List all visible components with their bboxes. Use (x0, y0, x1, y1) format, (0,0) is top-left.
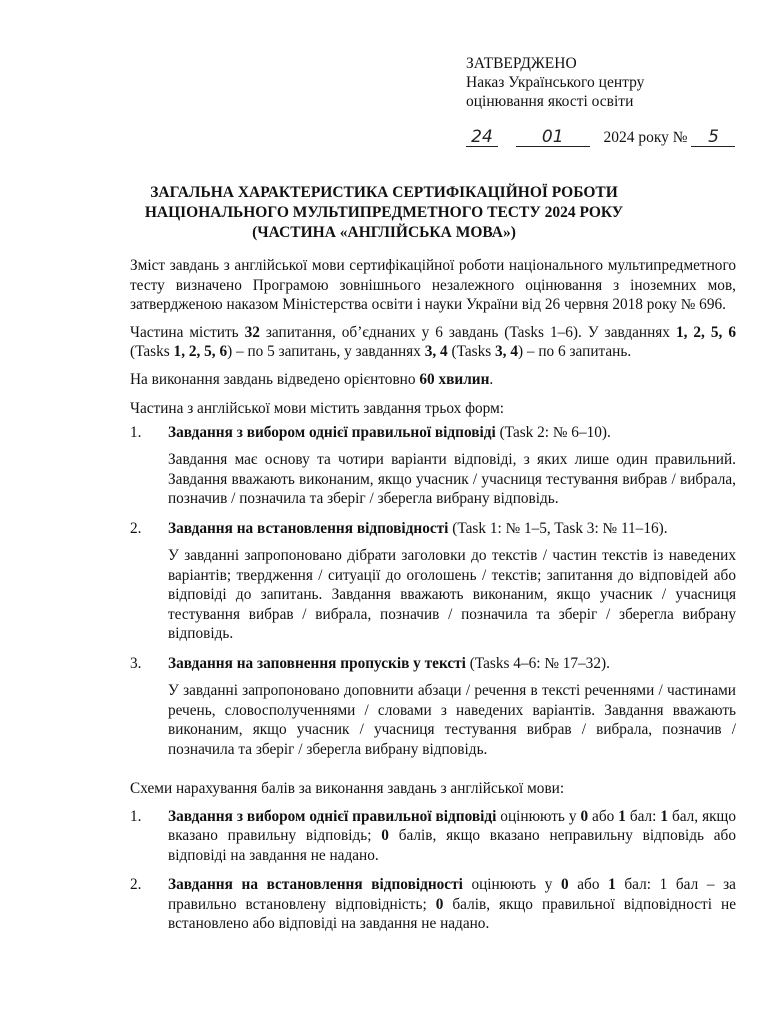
time-paragraph: На виконання завдань відведено орієнтовно 60 хвилин. (130, 370, 494, 388)
form-item: 3. Завдання на заповнення пропусків у тексті (Tasks 4–6: № 17–32). У завданні запропоновано доповнити абзаци / речення в тексті реченнями / частинами речень, словосполученнями / словами з наведених варіантів. Завдання вважають виконаним, якщо учасник / учасниця тестування вибрав / вибрала, позначив / позначила та зберіг / зберегла вибрану відповідь. (130, 654, 736, 758)
form-description: У завданні запропоновано дібрати заголовки до текстів / частин текстів із наведених варіантів; твердження / ситуації до оголошень / текстів; запитання до відповідей або відповіді до запитань. Завдання вважають виконаним, якщо учасник / учасниця тестування вибрав / вибрала, позначив / позначила та зберіг / зберегла вибрану відповідь. (168, 547, 736, 642)
form-description: Завдання має основу та чотири варіанти відповіді, з яких лише один правильний. Завдання вважають виконаним, якщо учасник / учасниця тестування вибрав / вибрала, позначив / позначила та зберіг / зберегла вибрану відповідь. (168, 451, 736, 507)
approval-line-3: оцінювання якості освіти (466, 93, 634, 110)
structure-paragraph: Частина містить 32 запитання, об’єднаних у 6 завдань (Tasks 1–6). У завданнях 1, 2, 5, 6 (Tasks 1, 2, 5, 6) – по 5 запитань, у завданнях 3, 4 (Tasks 3, 4) – по 6 запитань. (130, 323, 736, 360)
order-number: 5 (691, 129, 735, 147)
scoring-item: 2. Завдання на встановлення відповідності оцінюють у 0 або 1 бал: 1 бал – за правильно встановлену відповідність; 0 балів, якщо правильної відповідності не встановлено або відповіді на завдання не надано. (130, 876, 736, 932)
scoring-number: 2. (130, 876, 142, 893)
form-title: Завдання на встановлення відповідності (168, 519, 449, 537)
approval-line-1: ЗАТВЕРДЖЕНО (466, 55, 577, 72)
title-line-3: (ЧАСТИНА «АНГЛІЙСЬКА МОВА») (252, 224, 516, 241)
form-title: Завдання з вибором однієї правильної відповіді (168, 423, 496, 441)
document-body (130, 256, 736, 934)
order-day: 24 (466, 129, 498, 147)
title-line-2: НАЦІОНАЛЬНОГО МУЛЬТИПРЕДМЕТНОГО ТЕСТУ 2024 РОКУ (144, 204, 624, 221)
order-date-line (466, 129, 735, 147)
form-number: 1. (130, 423, 142, 441)
form-item: 2. Завдання на встановлення відповідності (Task 1: № 1–5, Task 3: № 11–16). У завданні запропоновано дібрати заголовки до текстів / частин текстів із наведених варіантів; твердження / ситуації до оголошень / текстів; запитання до відповідей або відповіді до запитань. Завдання вважають виконаним, якщо учасник / учасниця тестування вибрав / вибрала, позначив / позначила та зберіг / зберегла вибрану відповідь. (130, 519, 736, 642)
form-title: Завдання на заповнення пропусків у тексті (168, 654, 466, 672)
scoring-number: 1. (130, 807, 142, 825)
scoring-item: 1. Завдання з вибором однієї правильної відповіді оцінюють у 0 або 1 бал: 1 бал, якщо вказано правильну відповідь; 0 балів, якщо вказано неправильну відповідь або відповіді на завдання не надано. (130, 807, 736, 864)
form-number: 2. (130, 519, 142, 537)
order-month: 01 (516, 129, 590, 147)
approval-line-2: Наказ Українського центру (466, 74, 645, 91)
form-item: 1. Завдання з вибором однієї правильної відповіді (Task 2: № 6–10). Завдання має основу та чотири варіанти відповіді, з яких лише один правильний. Завдання вважають виконаним, якщо учасник / учасниця тестування вибрав / вибрала, позначив / позначила та зберіг / зберегла вибрану відповідь. (130, 423, 736, 507)
form-number: 3. (130, 654, 142, 672)
intro-paragraph: Зміст завдань з англійської мови сертифікаційної роботи національного мультипредметного тесту визначено Програмою зовнішнього незалежного оцінювання з іноземних мов, затвердженою наказом Міністерства освіти і науки України від 26 червня 2018 року № 696. (130, 257, 736, 313)
form-description: У завданні запропоновано доповнити абзаци / речення в тексті реченнями / частинами речень, словосполученнями / словами з наведених варіантів. Завдання вважають виконаним, якщо учасник / учасниця тестування вибрав / вибрала, позначив / позначила та зберіг / зберегла вибрану відповідь. (168, 682, 736, 758)
approval-stamp (466, 54, 644, 111)
document-title (0, 183, 768, 243)
order-year-text: 2024 року № (603, 129, 688, 146)
scoring-intro: Схеми нарахування балів за виконання завдань з англійської мови: (130, 780, 565, 797)
title-line-1: ЗАГАЛЬНА ХАРАКТЕРИСТИКА СЕРТИФІКАЦІЙНОЇ РОБОТИ (150, 184, 618, 201)
forms-intro: Частина з англійської мови містить завдання трьох форм: (130, 400, 505, 417)
